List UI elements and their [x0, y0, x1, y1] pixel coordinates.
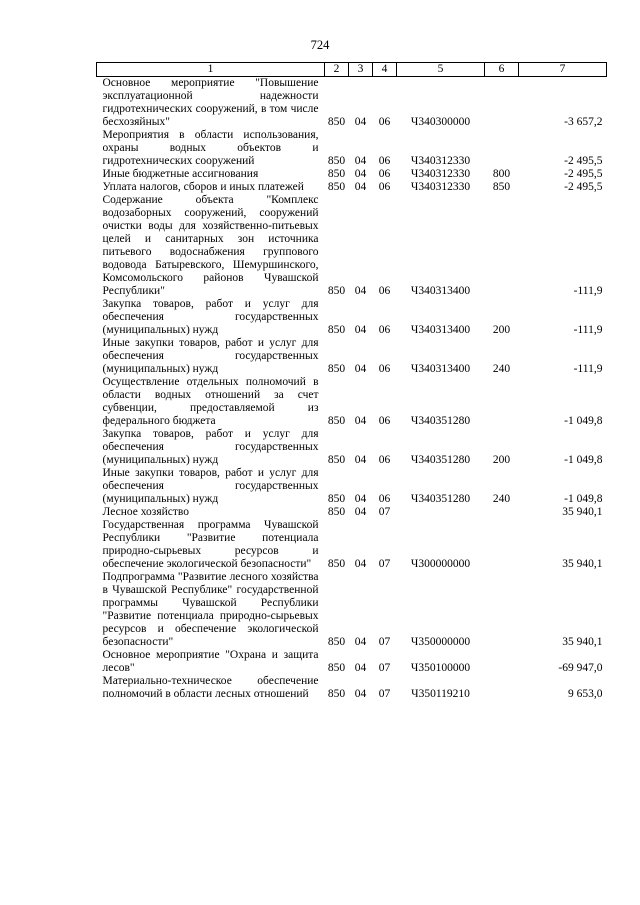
- row-amount-cell: -111,9: [573, 324, 603, 336]
- row-type-cell: 240: [492, 493, 511, 505]
- row-target-cell: Ч350119210: [411, 688, 470, 700]
- column-header: 4: [373, 63, 397, 77]
- row-subsection-cell: 06: [378, 155, 391, 167]
- table-row: [97, 168, 607, 181]
- row-subsection-cell: 06: [378, 285, 391, 297]
- row-target-cell: Ч340313400: [410, 324, 471, 336]
- row-section-cell: 04: [354, 493, 367, 505]
- row-subsection-cell: 07: [378, 506, 391, 518]
- row-type-cell: 200: [492, 324, 511, 336]
- row-name-cell: Подпрограмма "Развитие лесного хозяйства в Чувашской Республике" государственной программы Чувашской Республики "Развитие потенциала природно-сырьевых ресурсов и обеспечение экологической безопасности": [102, 571, 319, 648]
- row-type-cell: [485, 649, 519, 675]
- row-subsection-cell: 06: [378, 493, 391, 505]
- row-amount-cell: -3 657,2: [564, 116, 603, 128]
- row-type-cell: [485, 675, 519, 701]
- row-target-cell: Ч350000000: [410, 636, 471, 648]
- row-name-cell: Закупка товаров, работ и услуг для обеспечения государственных (муниципальных) нужд: [102, 298, 319, 336]
- row-name-cell: Мероприятия в области использования, охраны водных объектов и гидротехнических сооружений: [102, 129, 319, 167]
- table-row: [97, 649, 607, 675]
- row-code-cell: 850: [327, 636, 346, 648]
- row-target-cell: Ч340312330: [410, 155, 471, 167]
- row-section-cell: 04: [354, 558, 367, 570]
- row-amount-cell: -2 495,5: [564, 155, 603, 167]
- row-section-cell: 04: [354, 285, 367, 297]
- row-name-cell: Материально-техническое обеспечение полномочий в области лесных отношений: [102, 675, 319, 700]
- row-section-cell: 04: [354, 363, 367, 375]
- row-subsection-cell: 07: [378, 636, 391, 648]
- row-section-cell: 04: [354, 116, 367, 128]
- row-section-cell: 04: [354, 415, 367, 427]
- row-section-cell: 04: [354, 688, 367, 700]
- row-code-cell: 850: [327, 324, 346, 336]
- row-code-cell: 850: [327, 493, 346, 505]
- row-type-cell: 800: [492, 168, 511, 180]
- row-type-cell: [485, 194, 519, 298]
- row-code-cell: 850: [327, 688, 346, 700]
- table-row: [97, 337, 607, 376]
- column-header: 3: [349, 63, 373, 77]
- row-code-cell: 850: [327, 285, 346, 297]
- row-amount-cell: 35 940,1: [562, 506, 603, 518]
- row-section-cell: 04: [354, 636, 367, 648]
- row-code-cell: 850: [327, 116, 346, 128]
- row-type-cell: [485, 571, 519, 649]
- row-target-cell: Ч340312330: [410, 168, 471, 180]
- row-code-cell: 850: [327, 168, 346, 180]
- column-header: 1: [97, 63, 325, 77]
- row-code-cell: 850: [327, 558, 346, 570]
- row-target-cell: Ч340300000: [410, 116, 471, 128]
- row-subsection-cell: 07: [378, 558, 391, 570]
- row-name-cell: Иные закупки товаров, работ и услуг для обеспечения государственных (муниципальных) нужд: [102, 337, 319, 375]
- row-name-cell: Содержание объекта "Комплекс водозаборных сооружений, сооружений очистки воды для хозяйственно-питьевых целей и санитарных зон источника питьевого водоснабжения группового водовода Батыревского, Шемуршинского, Комсомольского районов Чувашской Республики": [102, 194, 319, 297]
- row-code-cell: 850: [327, 181, 346, 193]
- column-header: 5: [397, 63, 485, 77]
- row-subsection-cell: 07: [378, 662, 391, 674]
- table-row: [97, 298, 607, 337]
- table-row: [97, 675, 607, 701]
- row-section-cell: 04: [354, 168, 367, 180]
- row-code-cell: 850: [327, 415, 346, 427]
- page-number: 724: [310, 38, 330, 52]
- row-section-cell: 04: [354, 506, 367, 518]
- row-section-cell: 04: [354, 662, 367, 674]
- row-name-cell: Уплата налогов, сборов и иных платежей: [102, 181, 304, 193]
- row-amount-cell: -111,9: [573, 285, 603, 297]
- column-header: 7: [519, 63, 607, 77]
- row-type-cell: [485, 519, 519, 571]
- row-target-cell: Ч340313400: [410, 285, 471, 297]
- table-row: [97, 506, 607, 519]
- row-target-cell: Ч300000000: [410, 558, 471, 570]
- row-target-cell: Ч350100000: [410, 662, 471, 674]
- table-row: [97, 77, 607, 130]
- row-name-cell: Основное мероприятие "Охрана и защита лесов": [102, 649, 319, 674]
- row-subsection-cell: 06: [378, 181, 391, 193]
- row-section-cell: 04: [354, 155, 367, 167]
- row-subsection-cell: 06: [378, 363, 391, 375]
- row-type-cell: [485, 376, 519, 428]
- row-target-cell: Ч340351280: [410, 415, 471, 427]
- row-amount-cell: -1 049,8: [564, 415, 603, 427]
- row-target-cell: Ч340312330: [410, 181, 471, 193]
- row-type-cell: 200: [492, 454, 511, 466]
- row-amount-cell: -1 049,8: [564, 454, 603, 466]
- row-section-cell: 04: [354, 181, 367, 193]
- row-target-cell: Ч340351280: [410, 454, 471, 466]
- table-row: [97, 376, 607, 428]
- table-row: [97, 428, 607, 467]
- row-type-cell: [485, 129, 519, 168]
- row-amount-cell: 35 940,1: [562, 636, 603, 648]
- row-section-cell: 04: [354, 324, 367, 336]
- row-amount-cell: 35 940,1: [562, 558, 603, 570]
- budget-table: [96, 62, 607, 701]
- table-header-row: [97, 63, 607, 77]
- row-amount-cell: -2 495,5: [564, 168, 603, 180]
- row-code-cell: 850: [327, 506, 346, 518]
- table-row: [97, 181, 607, 194]
- table-row: [97, 194, 607, 298]
- row-target-cell: Ч340351280: [410, 493, 471, 505]
- row-type-cell: 240: [492, 363, 511, 375]
- row-name-cell: Государственная программа Чувашской Республики "Развитие потенциала природно-сырьевых ресурсов и обеспечение экологической безопасности": [102, 519, 319, 570]
- row-subsection-cell: 06: [378, 415, 391, 427]
- row-name-cell: Иные бюджетные ассигнования: [102, 168, 259, 180]
- row-name-cell: Осуществление отдельных полномочий в области водных отношений за счет субвенции, предоставляемой из федерального бюджета: [102, 376, 319, 427]
- table-row: [97, 467, 607, 506]
- row-name-cell: Иные закупки товаров, работ и услуг для обеспечения государственных (муниципальных) нужд: [102, 467, 319, 505]
- row-code-cell: 850: [327, 662, 346, 674]
- row-name-cell: Лесное хозяйство: [102, 506, 190, 518]
- table-body: [97, 77, 607, 702]
- row-subsection-cell: 07: [378, 688, 391, 700]
- column-header: 2: [325, 63, 349, 77]
- row-type-cell: [485, 77, 519, 130]
- row-amount-cell: -111,9: [573, 363, 603, 375]
- column-header: 6: [485, 63, 519, 77]
- row-target-cell: [397, 506, 485, 519]
- row-amount-cell: -1 049,8: [564, 493, 603, 505]
- row-target-cell: Ч340313400: [410, 363, 471, 375]
- row-section-cell: 04: [354, 454, 367, 466]
- row-subsection-cell: 06: [378, 168, 391, 180]
- row-name-cell: Закупка товаров, работ и услуг для обеспечения государственных (муниципальных) нужд: [102, 428, 319, 466]
- row-type-cell: [485, 506, 519, 519]
- row-amount-cell: 9 653,0: [568, 688, 603, 700]
- table-row: [97, 571, 607, 649]
- table-row: [97, 519, 607, 571]
- table-row: [97, 129, 607, 168]
- row-subsection-cell: 06: [378, 454, 391, 466]
- row-subsection-cell: 06: [378, 116, 391, 128]
- row-type-cell: 850: [492, 181, 511, 193]
- row-code-cell: 850: [327, 454, 346, 466]
- row-code-cell: 850: [327, 155, 346, 167]
- row-name-cell: Основное мероприятие "Повышение эксплуатационной надежности гидротехнических сооружений, в том числе бесхозяйных": [102, 77, 319, 128]
- row-amount-cell: -2 495,5: [564, 181, 603, 193]
- row-amount-cell: -69 947,0: [558, 662, 603, 674]
- row-subsection-cell: 06: [378, 324, 391, 336]
- row-code-cell: 850: [327, 363, 346, 375]
